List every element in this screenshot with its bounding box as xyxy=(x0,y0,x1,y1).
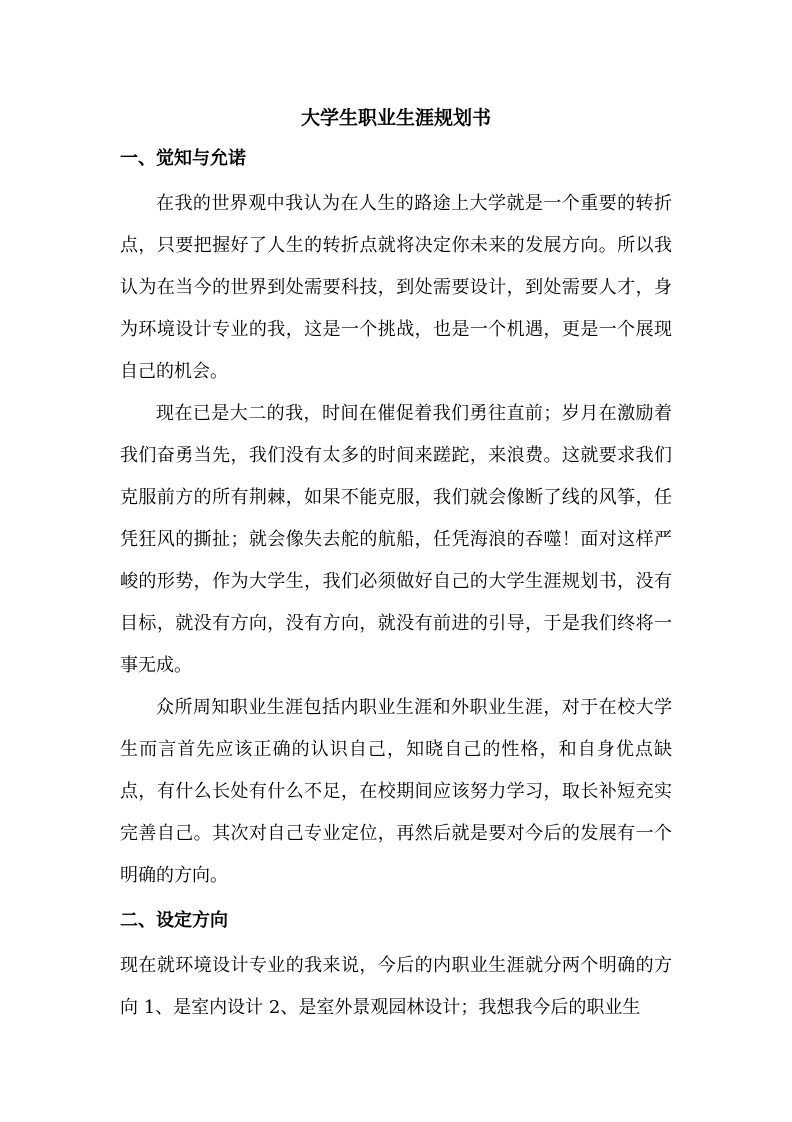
document-title: 大学生职业生涯规划书 xyxy=(300,107,491,129)
paragraph-direction: 现在就环境设计专业的我来说，今后的内职业生涯就分两个明确的方向 1、是室内设计 2、是室外景观园林设计；我想我今后的职业生 xyxy=(120,955,672,1018)
document-page xyxy=(120,103,672,1029)
paragraph-sophomore: 现在已是大二的我，时间在催促着我们勇往直前；岁月在激励着我们奋勇当先，我们没有太多的时间来蹉跎，来浪费。这就要求我们克服前方的所有荆棘，如果不能克服，我们就会像断了线的风筝，任凭狂风的撕扯；就会像失去舵的航船，任凭海浪的吞噬！面对这样严峻的形势，作为大学生，我们必须做好自己的大学生涯规划书，没有目标，就没有方向，没有方向，就没有前进的引导，于是我们终将一事无成。 xyxy=(120,403,672,676)
section-gap xyxy=(120,897,672,905)
paragraph-worldview: 在我的世界观中我认为在人生的路途上大学就是一个重要的转折点，只要把握好了人生的转折点就将决定你未来的发展方向。所以我认为在当今的世界到处需要科技，到处需要设计，到处需要人才，身为环境设计专业的我，这是一个挑战，也是一个机遇，更是一个展现自己的机会。 xyxy=(120,193,672,382)
paragraph-career-types: 众所周知职业生涯包括内职业生涯和外职业生涯，对于在校大学生而言首先应该正确的认识自己，知晓自己的性格，和自身优点缺点，有什么长处有什么不足，在校期间应该努力学习，取长补短充实完善自己。其次对自己专业定位，再然后就是要对今后的发展有一个明确的方向。 xyxy=(120,697,672,886)
section-heading-direction: 二、设定方向 xyxy=(120,910,228,931)
section-heading-awareness: 一、觉知与允诺 xyxy=(120,148,246,169)
